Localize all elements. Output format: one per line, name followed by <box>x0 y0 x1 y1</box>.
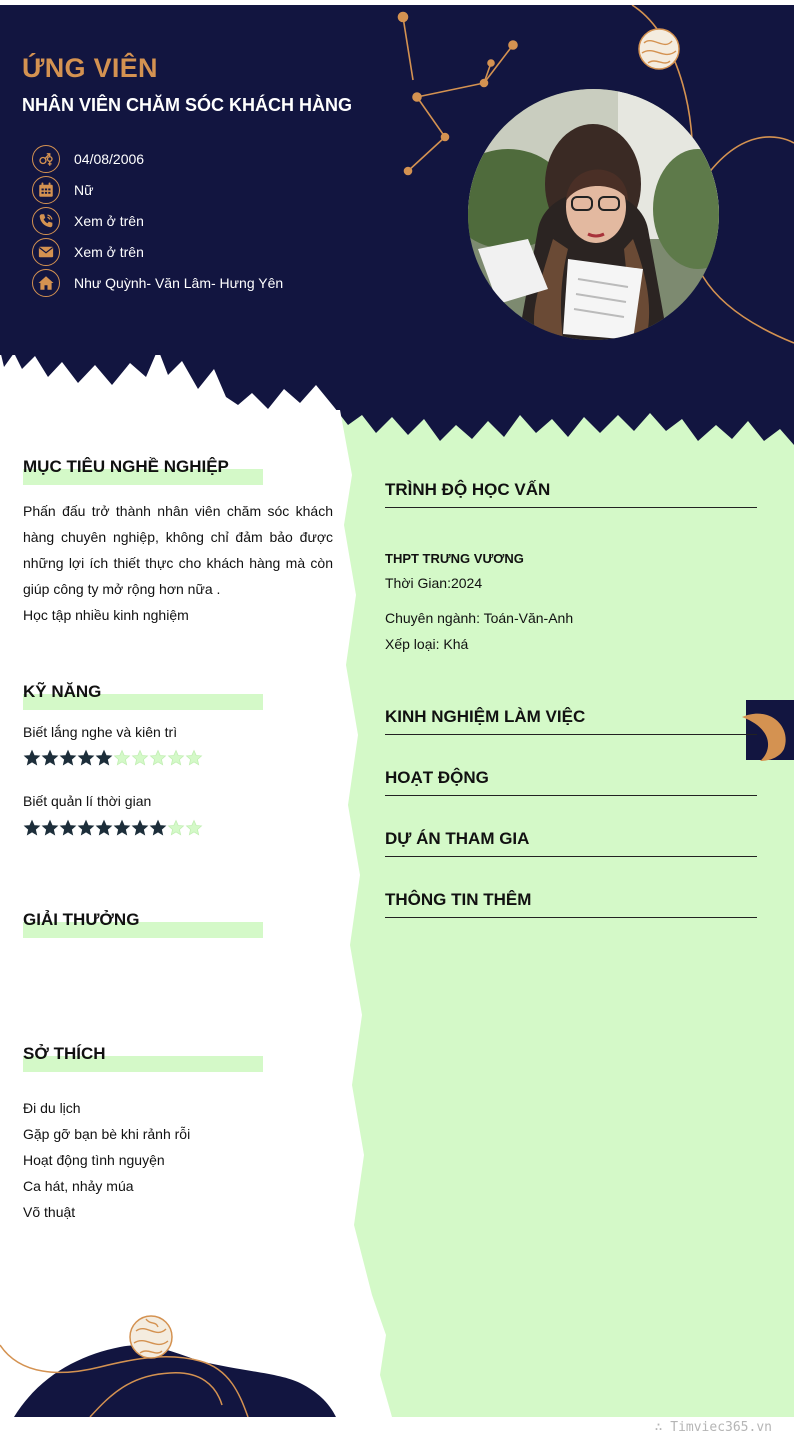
email-icon <box>32 238 60 266</box>
hobby-item: Võ thuật <box>23 1204 76 1220</box>
contact-email-value: Xem ở trên <box>74 243 144 260</box>
footer-watermark: ∴ Timviec365.vn <box>654 1420 772 1435</box>
hobby-item: Đi du lịch <box>23 1100 81 1116</box>
skills-heading <box>23 682 101 702</box>
objective-title: MỤC TIÊU NGHỀ NGHIỆP <box>23 457 229 476</box>
star-filled-icon <box>41 819 59 837</box>
star-empty-icon <box>185 749 203 767</box>
education-rank: Xếp loại: Khá <box>385 636 469 652</box>
skill-rating <box>23 749 203 767</box>
education-major: Chuyên ngành: Toán-Văn-Anh <box>385 610 574 626</box>
skills-title: KỸ NĂNG <box>23 682 102 701</box>
star-filled-icon <box>77 749 95 767</box>
star-filled-icon <box>95 749 113 767</box>
star-filled-icon <box>113 819 131 837</box>
objective-text: Phấn đấu trở thành nhân viên chăm sóc khách hàng chuyên nghiệp, không chỉ đảm bảo được những lợi ích thiết thực cho khách hàng mà còn giúp công ty mở rộng hơn nữa . <box>23 503 333 597</box>
hobbies-heading <box>23 1044 106 1064</box>
hobby-item: Gặp gỡ bạn bè khi rảnh rỗi <box>23 1126 191 1142</box>
contact-list <box>32 143 283 298</box>
cv-sheet <box>0 5 794 1417</box>
contact-phone-value: Xem ở trên <box>74 212 144 229</box>
skill-name: Biết quản lí thời gian <box>23 793 152 809</box>
objective-text-2: Học tập nhiều kinh nghiệm <box>23 607 189 623</box>
star-empty-icon <box>167 819 185 837</box>
star-empty-icon <box>131 749 149 767</box>
contact-phone <box>32 205 283 236</box>
hobby-item: Ca hát, nhảy múa <box>23 1178 134 1194</box>
hobbies-title: SỞ THÍCH <box>23 1044 106 1063</box>
star-filled-icon <box>95 819 113 837</box>
star-empty-icon <box>185 819 203 837</box>
contact-email <box>32 236 283 267</box>
contact-address-value: Như Quỳnh- Văn Lâm- Hưng Yên <box>74 274 284 291</box>
star-empty-icon <box>167 749 185 767</box>
star-empty-icon <box>113 749 131 767</box>
projects-title: DỰ ÁN THAM GIA <box>385 829 530 848</box>
hobbies-list <box>23 1095 190 1225</box>
experience-heading <box>385 707 757 735</box>
job-title: NHÂN VIÊN CHĂM SÓC KHÁCH HÀNG <box>22 95 353 115</box>
contact-birthdate <box>32 143 283 174</box>
avatar-photo <box>468 89 719 340</box>
planet-top-decoration <box>639 29 679 69</box>
objective-heading <box>23 457 229 477</box>
star-filled-icon <box>41 749 59 767</box>
awards-title: GIẢI THƯỞNG <box>23 910 140 929</box>
awards-heading <box>23 910 139 930</box>
star-empty-icon <box>149 749 167 767</box>
education-time: Thời Gian:2024 <box>385 575 483 591</box>
experience-title: KINH NGHIỆM LÀM VIỆC <box>385 707 586 726</box>
hobby-item: Hoạt động tình nguyện <box>23 1152 165 1168</box>
education-school: THPT TRƯNG VƯƠNG <box>385 551 524 566</box>
planet-bottom-decoration <box>130 1316 172 1358</box>
contact-gender <box>32 174 283 205</box>
activities-heading <box>385 768 757 796</box>
phone-icon <box>32 207 60 235</box>
star-filled-icon <box>149 819 167 837</box>
education-heading <box>385 480 757 508</box>
star-filled-icon <box>59 819 77 837</box>
more-info-title: THÔNG TIN THÊM <box>385 890 532 909</box>
calendar-icon <box>32 176 60 204</box>
skill-rating <box>23 819 203 837</box>
candidate-name: ỨNG VIÊN <box>22 53 158 83</box>
skill-name: Biết lắng nghe và kiên trì <box>23 724 178 740</box>
gender-icon <box>32 145 60 173</box>
star-filled-icon <box>77 819 95 837</box>
star-filled-icon <box>131 819 149 837</box>
avatar <box>468 89 719 340</box>
star-filled-icon <box>23 749 41 767</box>
home-icon <box>32 269 60 297</box>
star-filled-icon <box>59 749 77 767</box>
contact-address <box>32 267 283 298</box>
star-filled-icon <box>23 819 41 837</box>
contact-birthdate-value: 04/08/2006 <box>74 150 145 167</box>
activities-title: HOẠT ĐỘNG <box>385 768 489 787</box>
contact-gender-value: Nữ <box>74 181 94 198</box>
more-info-heading <box>385 890 757 918</box>
education-title: TRÌNH ĐỘ HỌC VẤN <box>385 480 551 499</box>
projects-heading <box>385 829 757 857</box>
